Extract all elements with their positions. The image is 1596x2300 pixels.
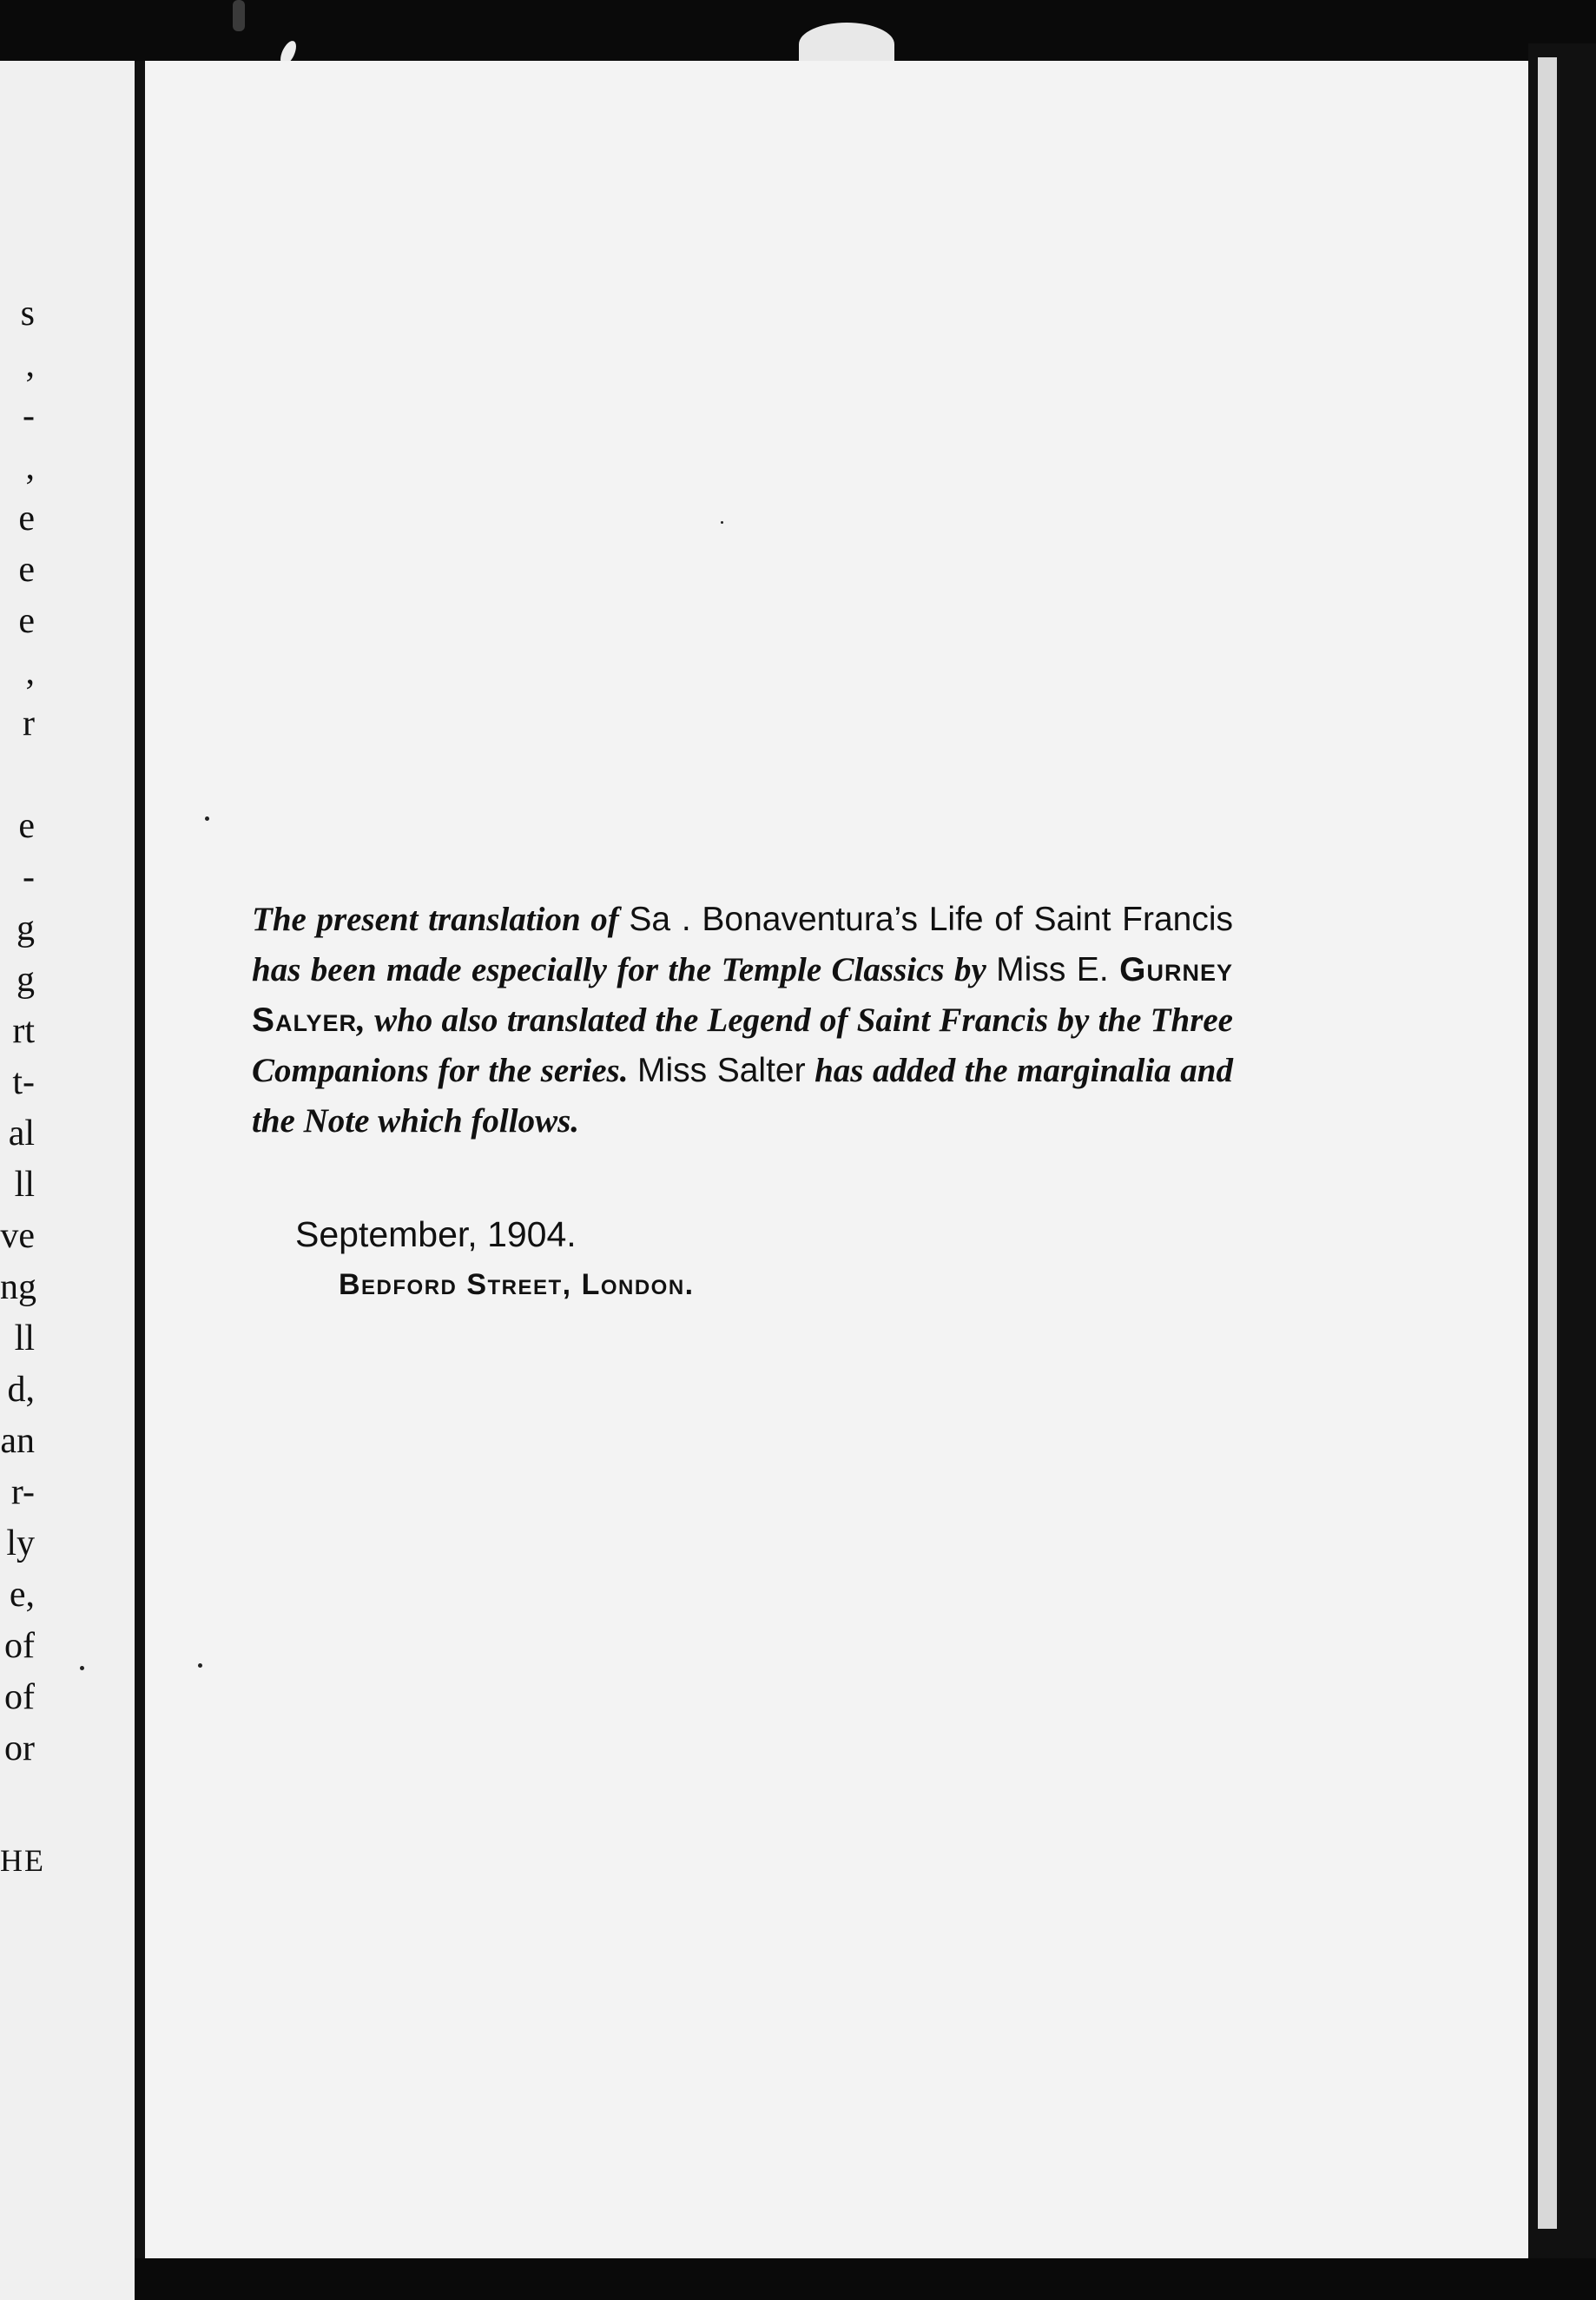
- scan-speck: [721, 521, 723, 524]
- facing-page-line-end: rt: [12, 1011, 35, 1051]
- notice-paragraph: [252, 895, 1233, 1147]
- facing-page-line-end: d,: [7, 1370, 35, 1410]
- facing-page-line-end: e: [18, 806, 35, 846]
- page-gutter-line: [135, 61, 145, 2300]
- facing-page-line-end: t-: [12, 1062, 35, 1102]
- facing-page-line-end: ll: [14, 1319, 35, 1358]
- facing-page-line-end: ve: [0, 1216, 35, 1256]
- facing-page-text: [0, 288, 45, 1887]
- facing-page-line-end: ng: [0, 1267, 36, 1307]
- facing-page-line-end: e: [18, 550, 35, 590]
- publisher-notice: [252, 895, 1233, 1147]
- notice-text: Sa .: [629, 901, 702, 938]
- facing-page-line-end: of: [4, 1677, 35, 1717]
- facing-page-line-end: of: [4, 1626, 35, 1666]
- facing-page-line-end: [0, 750, 35, 801]
- notice-date: September, 1904.: [295, 1214, 577, 1254]
- notice-text: , who also translated the Legend of Saint Francis by the Three Companions for the series.: [252, 1001, 1233, 1089]
- facing-page-line-end: e,: [9, 1575, 35, 1615]
- translator-surname: Miss Salter: [636, 1052, 806, 1089]
- notice-text: has added the marginalia and the Note which follows.: [252, 1052, 1233, 1140]
- scan-speck: [198, 1663, 202, 1668]
- scan-bottom-border: [135, 2258, 1596, 2300]
- facing-page-line-end: r: [23, 704, 35, 744]
- facing-page-line-end: ll: [14, 1165, 35, 1205]
- facing-page-line-end: r-: [10, 1472, 35, 1512]
- facing-page-line-end: e: [18, 499, 35, 539]
- page-stack-edge: [1535, 57, 1557, 2229]
- scan-speck: [80, 1666, 84, 1670]
- scan-speck: [205, 816, 209, 821]
- facing-page-line-end: al: [8, 1114, 35, 1153]
- facing-page-line-end: -: [23, 857, 35, 897]
- scan-top-border: [0, 0, 1596, 61]
- notice-text: The present translation of: [252, 901, 630, 938]
- facing-page-line-end: HE: [0, 1843, 45, 1878]
- facing-page-line-end: or: [4, 1728, 35, 1768]
- facing-page-line-end: s: [20, 294, 35, 334]
- facing-page-line-end: e: [18, 601, 35, 641]
- facing-page-line-end: ,: [25, 345, 35, 385]
- book-title: Bonaventura’s Life of Saint Francis: [702, 901, 1234, 938]
- book-page: [145, 61, 1528, 2258]
- translator-name: Gurney Salyer: [252, 951, 1233, 1039]
- publisher-address: Bedford Street, London.: [339, 1268, 695, 1301]
- translator-prefix: Miss E.: [996, 951, 1120, 988]
- facing-page-line-end: g: [16, 909, 35, 948]
- facing-page-line-end: ly: [6, 1523, 35, 1563]
- facing-page-line-end: -: [23, 396, 35, 436]
- facing-page-line-end: ,: [25, 652, 35, 692]
- facing-page-line-end: an: [0, 1421, 35, 1461]
- facing-page-line-end: g: [16, 960, 35, 1000]
- facing-page-line-end: ,: [25, 447, 35, 487]
- notice-text: has been made especially for the Temple Classics by: [252, 951, 997, 988]
- scan-artifact: [233, 0, 245, 31]
- scan-artifact: [799, 23, 894, 66]
